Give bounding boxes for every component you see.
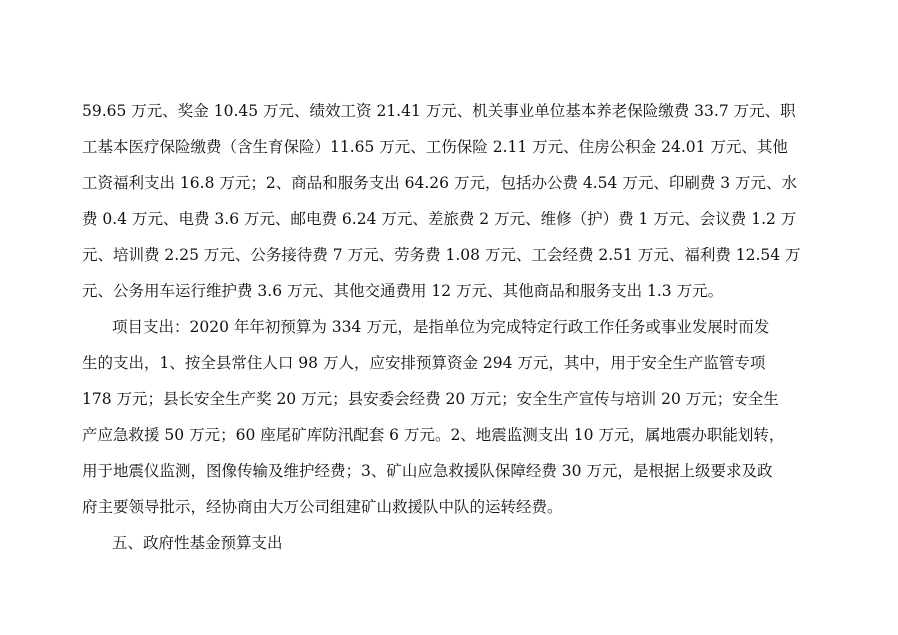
text-line: 费 0.4 万元、电费 3.6 万元、邮电费 6.24 万元、差旅费 2 万元、维修（护）费 1 万元、会议费 1.2 万 [82,210,797,228]
paragraph-start-line: 项目支出：2020 年年初预算为 334 万元，是指单位为完成特定行政工作任务或事业发展时而发 [112,318,770,336]
text-line: 59.65 万元、奖金 10.45 万元、绩效工资 21.41 万元、机关事业单位基本养老保险缴费 33.7 万元、职 [82,102,796,120]
text-line: 178 万元；县长安全生产奖 20 万元；县安委会经费 20 万元；安全生产宣传与培训 20 万元；安全生 [82,390,779,408]
text-line: 用于地震仪监测，图像传输及维护经费；3、矿山应急救援队保障经费 30 万元，是根据上级要求及政 [82,462,773,480]
text-line: 产应急救援 50 万元；60 座尾矿库防汛配套 6 万元。2、地震监测支出 10 万元，属地震办职能划转， [82,426,785,444]
text-line: 府主要领导批示，经协商由大万公司组建矿山救援队中队的运转经费。 [82,498,563,516]
text-line: 工资福利支出 16.8 万元；2、商品和服务支出 64.26 万元，包括办公费 4.54 万元、印刷费 3 万元、水 [82,174,798,192]
section-heading: 五、政府性基金预算支出 [112,534,283,552]
text-line: 生的支出，1、按全县常住人口 98 万人，应安排预算资金 294 万元，其中，用于安全生产监管专项 [82,354,766,372]
text-line: 元、公务用车运行维护费 3.6 万元、其他交通费用 12 万元、其他商品和服务支出 1.3 万元。 [82,282,724,300]
text-line: 元、培训费 2.25 万元、公务接待费 7 万元、劳务费 1.08 万元、工会经费 2.51 万元、福利费 12.54 万 [82,246,801,264]
text-line: 工基本医疗保险缴费（含生育保险）11.65 万元、工伤保险 2.11 万元、住房公积金 24.01 万元、其他 [82,138,788,156]
